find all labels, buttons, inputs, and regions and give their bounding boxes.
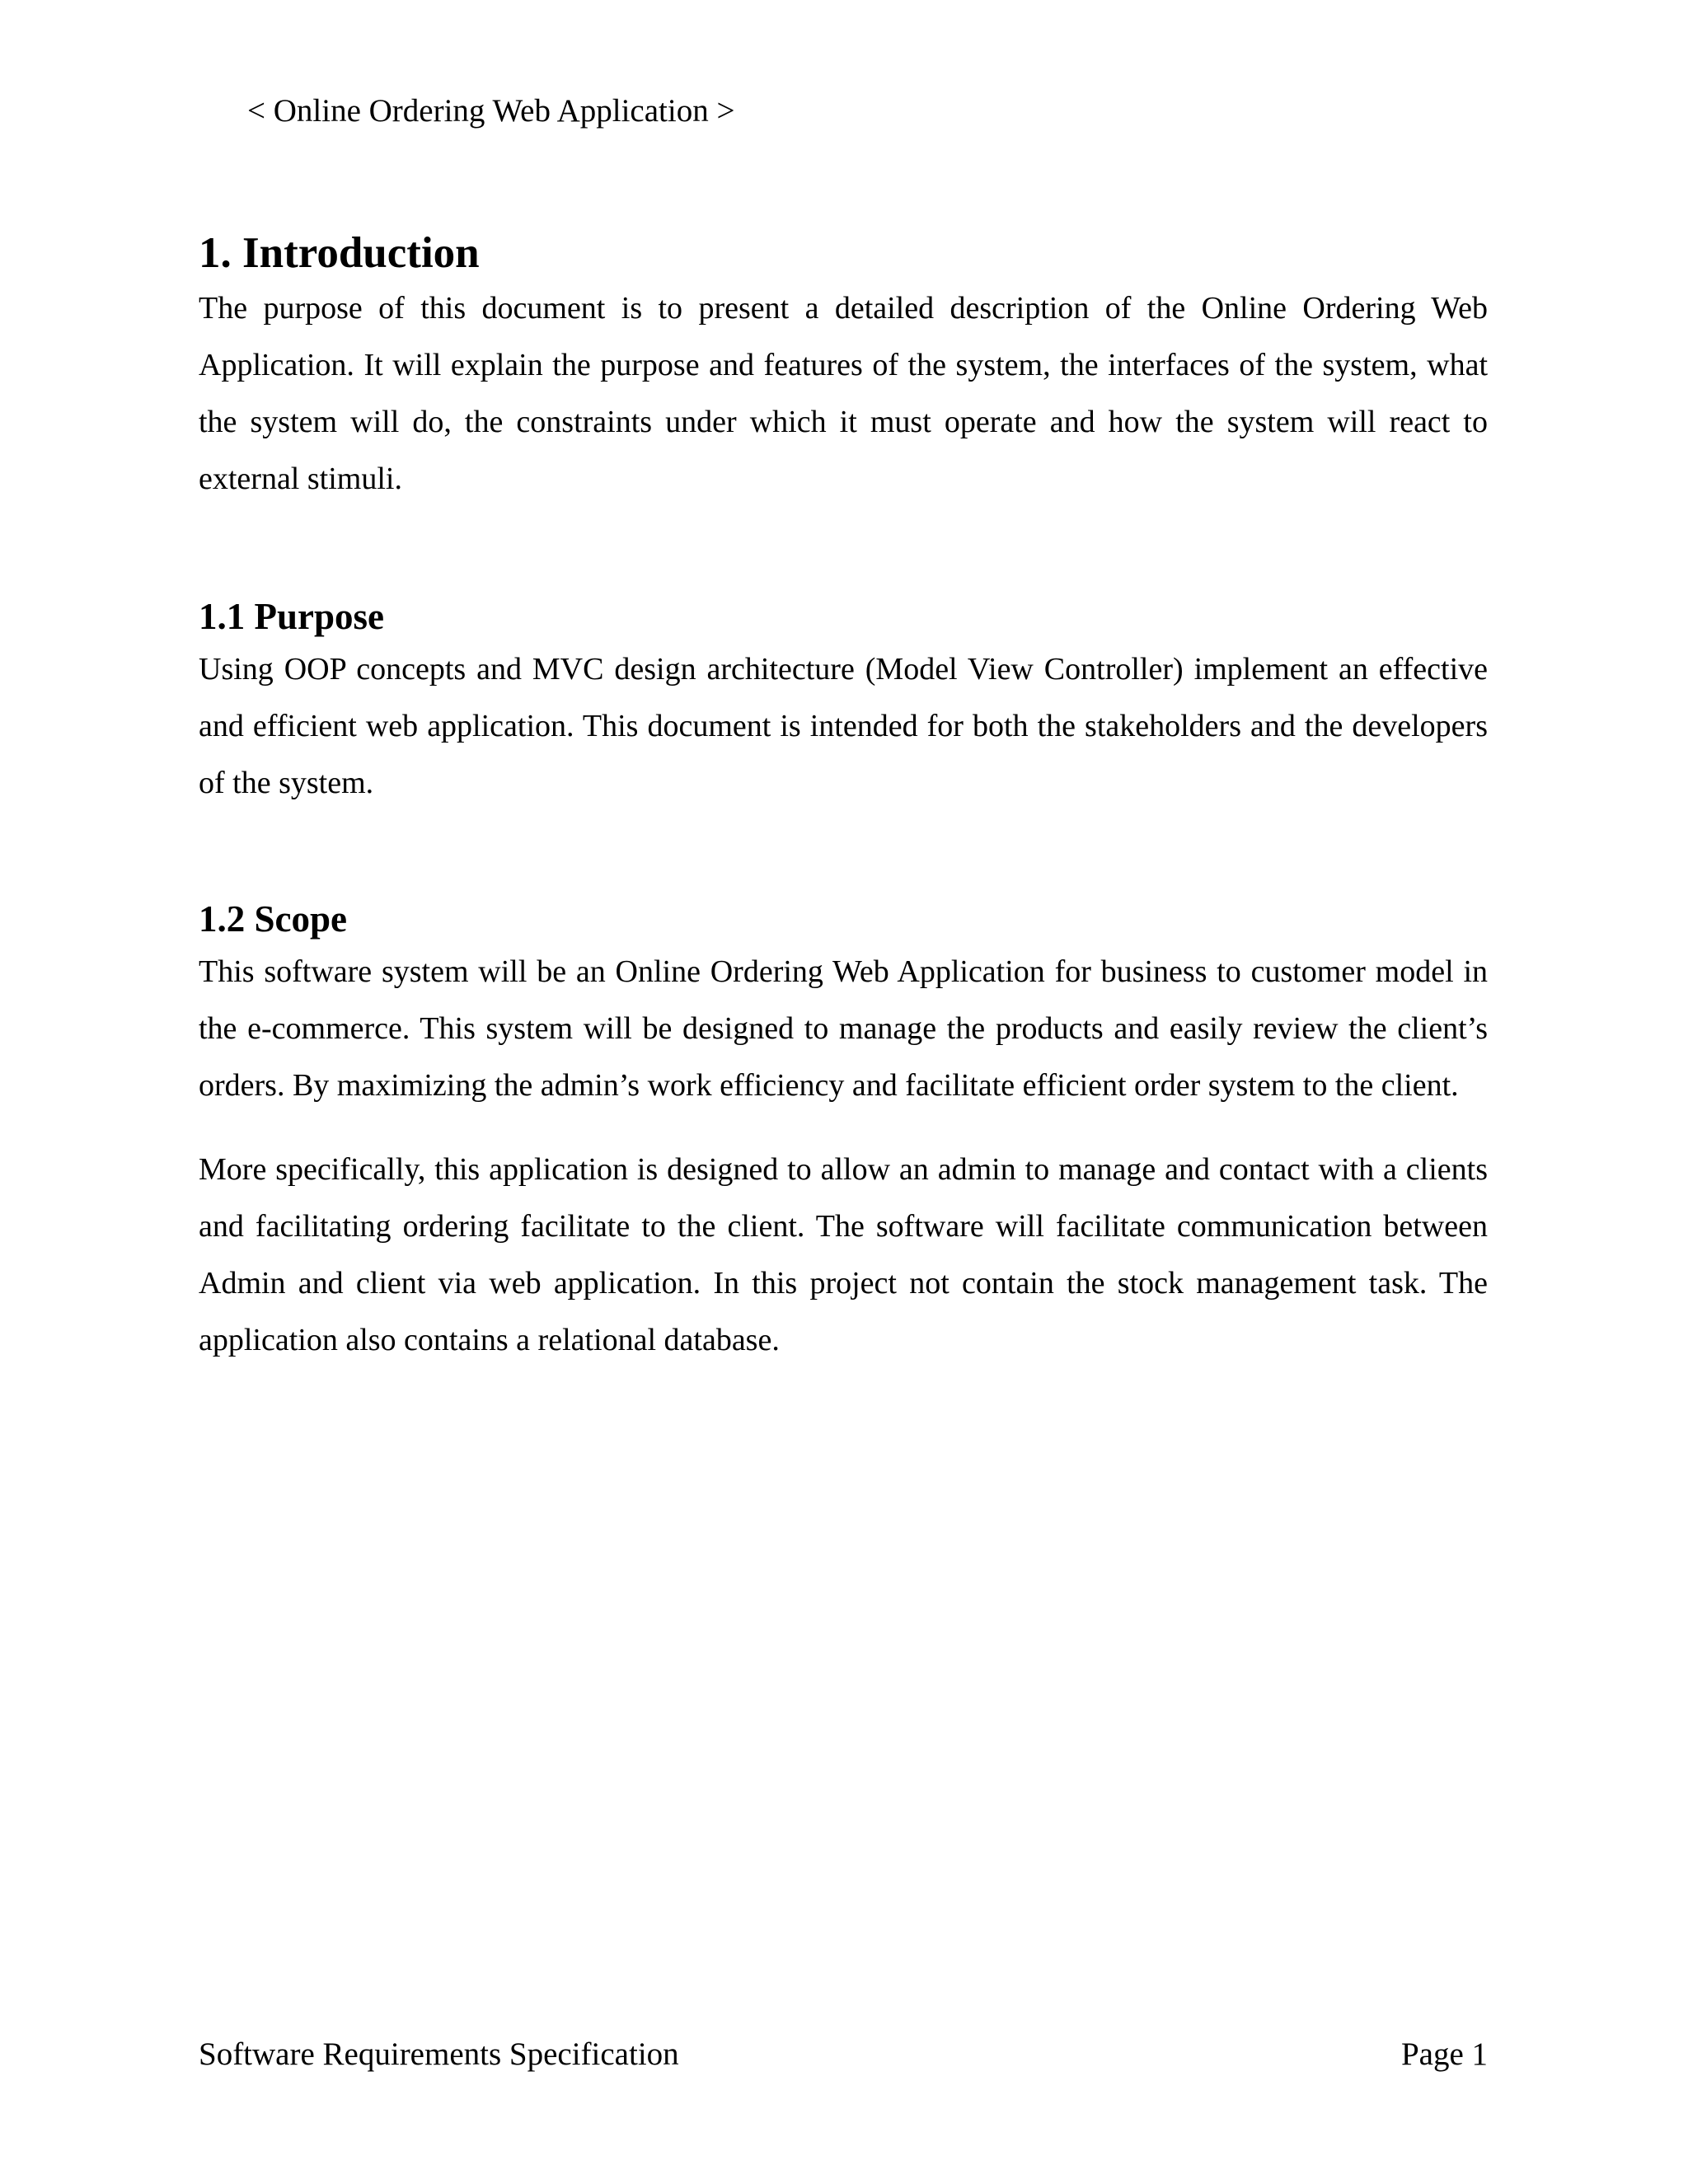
paragraph-introduction: The purpose of this document is to present a detailed description of the Online Ordering Web Application. It will explain the purpose and features of the system, the interfaces of the system, what the system will do, the constraints under which it must operate and how the system will react to external stimuli. bbox=[199, 290, 1488, 496]
paragraph-purpose: Using OOP concepts and MVC design architecture (Model View Controller) implement an effective and efficient web application. This document is intended for both the stakeholders and the developers of the system. bbox=[199, 651, 1488, 800]
section-scope bbox=[199, 898, 1488, 1369]
section-purpose bbox=[199, 596, 1488, 812]
section-heading-scope: 1.2 Scope bbox=[199, 898, 347, 940]
footer-document-name: Software Requirements Specification bbox=[199, 2036, 679, 2072]
paragraph-scope-1: This software system will be an Online Ordering Web Application for business to customer model in the e-commerce. This system will be designed to manage the products and easily review the client’s orders. By maximizing the admin’s work efficiency and facilitate efficient order system to the client. bbox=[199, 954, 1488, 1103]
section-introduction bbox=[199, 228, 1488, 508]
page-footer bbox=[199, 2036, 1488, 2074]
footer-page-number: Page 1 bbox=[1400, 2036, 1488, 2072]
section-heading-introduction: 1. Introduction bbox=[199, 229, 480, 277]
section-heading-purpose: 1.1 Purpose bbox=[199, 596, 384, 637]
paragraph-scope-2: More specifically, this application is designed to allow an admin to manage and contact with a clients and facilitating ordering facilitate to the client. The software will facilitate communication between Admin and client via web application. In this project not contain the stock management task. The application also contains a relational database. bbox=[199, 1151, 1488, 1357]
page-header-title: < Online Ordering Web Application > bbox=[247, 93, 735, 129]
